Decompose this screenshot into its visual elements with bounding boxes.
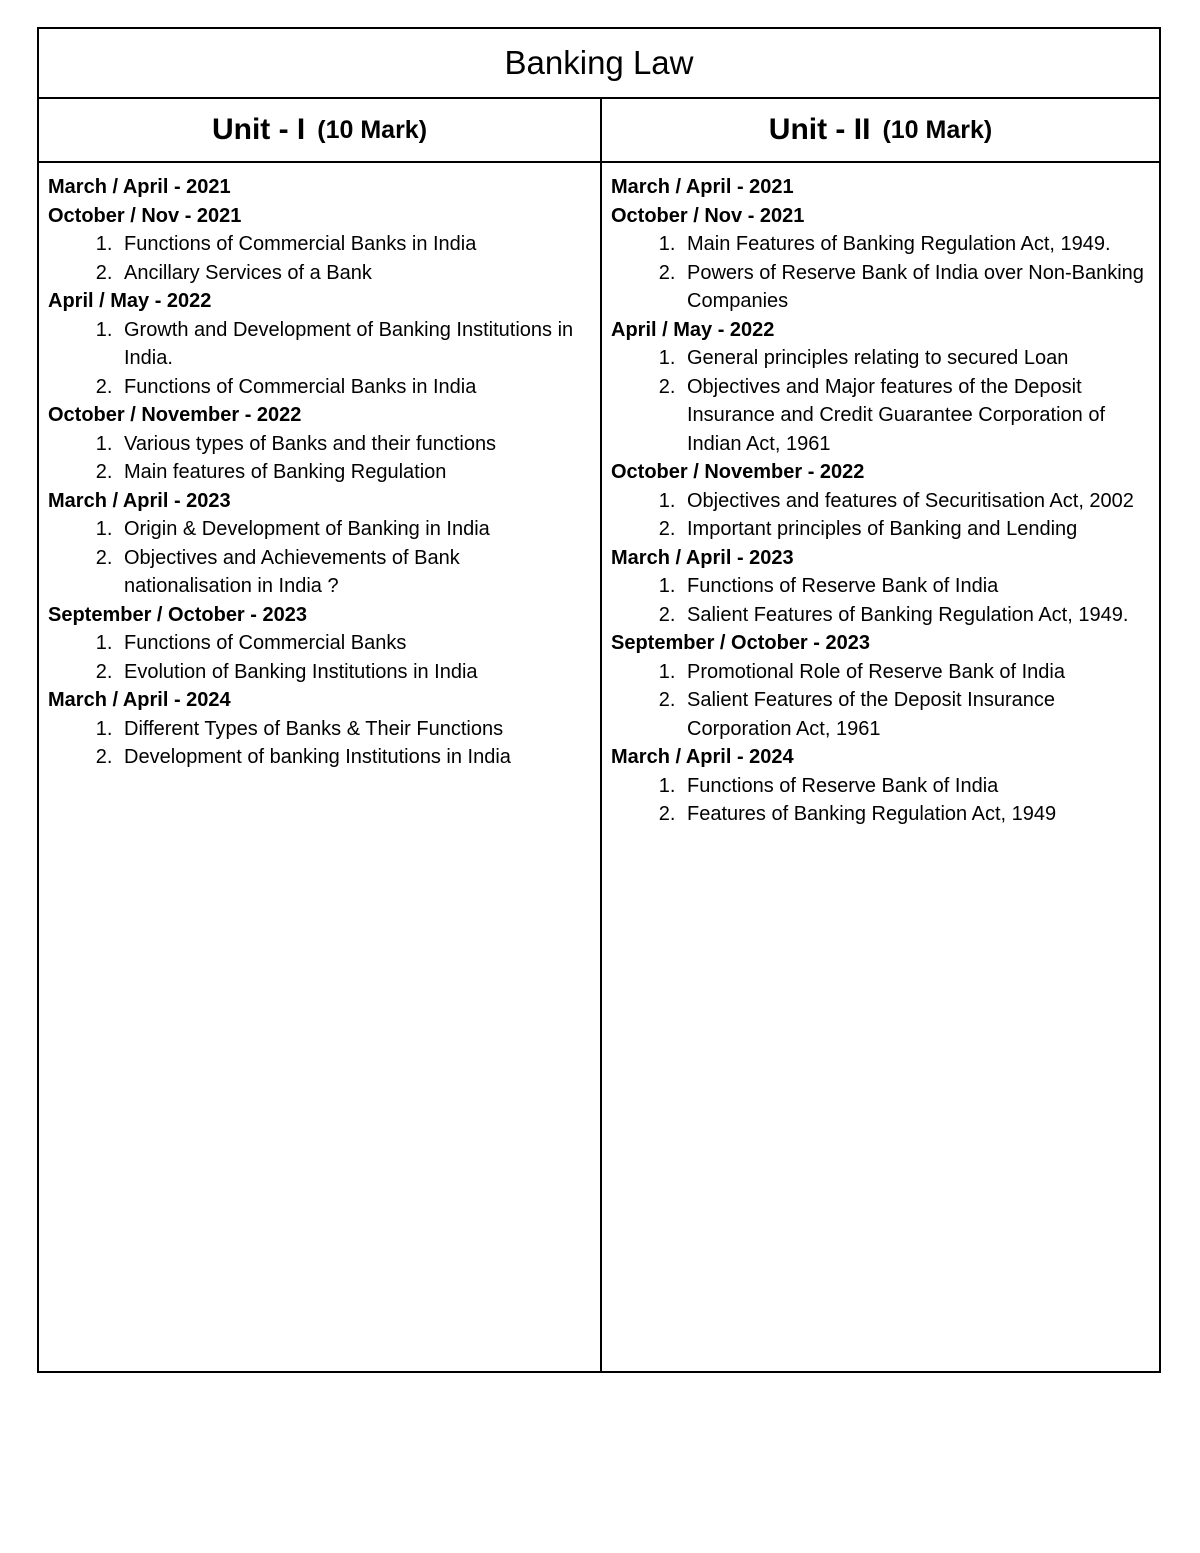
question-list [48,515,592,601]
question-list [48,715,592,772]
unit-2-name: Unit - II [768,113,871,146]
question-item: 1. General principles relating to secured Loan [681,344,1151,373]
question-item: 2. Functions of Commercial Banks in India [118,373,592,402]
question-item: 1. Promotional Role of Reserve Bank of India [681,658,1151,687]
question-list [611,487,1151,544]
question-item: 2. Important principles of Banking and Lending [681,515,1151,544]
question-list [611,230,1151,316]
question-item: 1. Functions of Commercial Banks [118,629,592,658]
unit-body-row [39,163,1159,1371]
question-item: 2. Objectives and Major features of the Deposit Insurance and Credit Guarantee Corporation of Indian Act, 1961 [681,373,1151,459]
unit-1-mark: (10 Mark) [317,115,428,144]
question-list [611,572,1151,629]
unit-2-header [602,99,1159,161]
exam-session-heading: October / Nov - 2021 [48,204,242,227]
question-list [48,629,592,686]
exam-session-heading: March / April - 2024 [48,689,231,711]
question-item: 2. Evolution of Banking Institutions in India [118,658,592,687]
question-list [48,230,592,287]
question-item: 1. Objectives and features of Securitisation Act, 2002 [681,487,1151,516]
question-item: 2. Ancillary Services of a Bank [118,259,592,288]
question-item: 1. Functions of Commercial Banks in India [118,230,592,259]
question-item: 1. Various types of Banks and their functions [118,430,592,459]
exam-session-heading: September / October - 2023 [611,632,870,654]
question-item: 2. Powers of Reserve Bank of India over Non-Banking Companies [681,259,1151,316]
question-list [611,658,1151,744]
question-table [37,27,1161,1373]
exam-session-heading: September / October - 2023 [48,603,307,626]
unit-2-column [602,163,1159,1371]
exam-session-heading: October / Nov - 2021 [611,204,805,227]
question-item: 2. Salient Features of Banking Regulation Act, 1949. [681,601,1151,630]
exam-session-heading: March / April - 2023 [611,546,794,569]
exam-session-heading: March / April - 2024 [611,746,794,768]
question-item: 1. Main Features of Banking Regulation Act, 1949. [681,230,1151,259]
question-item: 2. Development of banking Institutions in India [118,743,592,772]
question-list [611,772,1151,829]
question-item: 2. Salient Features of the Deposit Insurance Corporation Act, 1961 [681,686,1151,743]
exam-session-heading: April / May - 2022 [48,290,212,312]
question-item: 2. Objectives and Achievements of Bank nationalisation in India ? [118,544,592,601]
exam-session-heading: March / April - 2021 [48,176,231,198]
exam-session-heading: April / May - 2022 [611,318,775,341]
question-item: 1. Different Types of Banks & Their Functions [118,715,592,744]
question-list [48,430,592,487]
question-item: 2. Main features of Banking Regulation [118,458,592,487]
unit-1-header [39,99,602,161]
exam-session-heading: March / April - 2023 [48,489,231,512]
unit-2-mark: (10 Mark) [882,115,993,144]
exam-session-heading: October / November - 2022 [611,461,865,483]
unit-1-name: Unit - I [211,113,306,146]
question-item: 2. Features of Banking Regulation Act, 1949 [681,800,1151,829]
table-title: Banking Law [39,29,1159,99]
exam-session-heading: October / November - 2022 [48,404,302,426]
exam-session-heading: March / April - 2021 [611,176,794,198]
unit-header-row [39,99,1159,163]
unit-1-column [39,163,602,1371]
question-item: 1. Functions of Reserve Bank of India [681,572,1151,601]
question-item: 1. Origin & Development of Banking in India [118,515,592,544]
question-item: 1. Growth and Development of Banking Institutions in India. [118,316,592,373]
question-item: 1. Functions of Reserve Bank of India [681,772,1151,801]
question-list [48,316,592,402]
question-list [611,344,1151,458]
